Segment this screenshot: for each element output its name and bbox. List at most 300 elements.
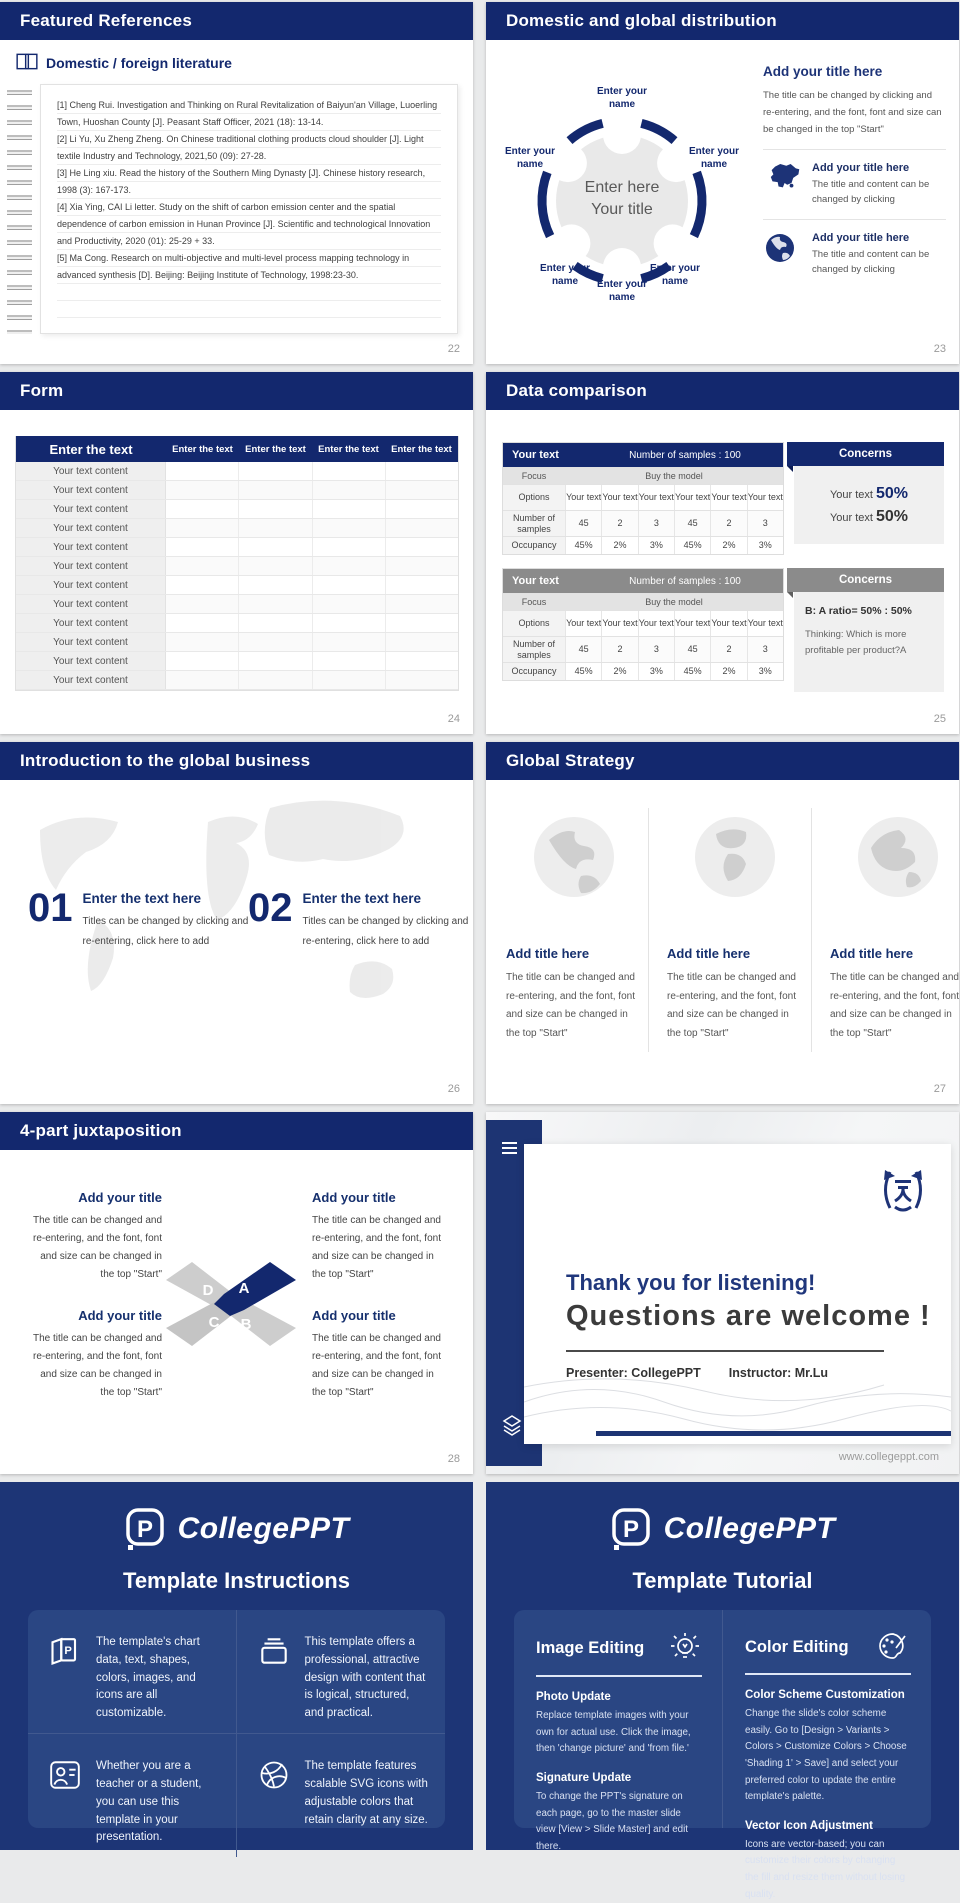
item-title: Add your title here [812,162,910,175]
table-cell [313,519,386,537]
table-header-cell: Enter the text [318,443,379,455]
instructor-label: Instructor: Mr.Lu [728,1366,829,1380]
table-cell [313,595,386,613]
slide-title: Form [20,381,64,400]
slide-title-bar [486,742,959,780]
column-divider [648,808,649,1052]
table-cell: 3% [638,537,674,554]
center-line2: Your title [591,201,653,219]
table-row [503,636,783,662]
hamburger-icon [502,1142,517,1157]
item-text [83,888,251,951]
table-cell: 45% [565,537,601,554]
table-cell [239,576,312,594]
row-label: Options [503,611,565,636]
item-number: 01 [28,886,73,930]
subsection-title: Color Scheme Customization [745,1689,905,1701]
table-cell [386,595,458,613]
table-cell: Your text content [16,462,166,480]
table-cell: Your text [638,485,674,510]
archive-icon [257,1636,291,1671]
instruction-text: Whether you are a teacher or a student, you can use this template in your presentation. [96,1760,202,1844]
slide-title-bar [0,372,473,410]
logo-row [0,1508,473,1550]
instruction-item [237,1734,446,1857]
distribution-text-column [763,64,946,277]
table-header-row [503,569,783,593]
university-emblem-icon [877,1164,929,1216]
table-cell: Your text content [16,557,166,575]
table-cell [166,557,239,575]
table-cell: Your text content [16,671,166,689]
subsection-body: Icons are vector-based; you can customize their colors by changing the fill and resize them without losing quality. [745,1838,906,1900]
item-text [303,888,471,951]
table-cell: Your text [747,485,783,510]
divider [763,149,946,150]
table-cell: Your text content [16,614,166,632]
comparison-table-1 [502,442,784,555]
table-cell [313,671,386,689]
tutorial-section-title: Image Editing [536,1638,645,1657]
table-cell [166,633,239,651]
table-cell [166,614,239,632]
table-cell [166,671,239,689]
instruction-text: The template features scalable SVG icons with adjustable colors that retain clarity at any size. [304,1760,428,1826]
page-number: 26 [447,1083,460,1095]
table-cell: 45% [565,663,601,680]
table-cell [239,557,312,575]
table-row [16,462,458,481]
table-cell: 2 [601,637,637,662]
block-title: Add your title [312,1190,396,1205]
block-body: The title can be changed and re-entering, and the font, font and size can be changed in the top "Start" [312,1333,441,1398]
table-cell: 45 [674,637,710,662]
table-header-cell: Your text [512,449,559,461]
table-cell [239,652,312,670]
layers-icon [501,1414,523,1436]
block-title: Add your title [78,1308,162,1323]
slide-thank-you [486,1112,959,1474]
instruction-text: This template offers a professional, attractive design with content that is logical, structured, and practical. [304,1636,426,1720]
table-row [503,662,783,680]
reference-item: [4] Xia Ying, CAI Li letter. Study on the shift of carbon emission center and the spatial dependence of carbon emission in Hunan Province [J]. Scientific and technological Innovation and Productivity, 2020 (01): 25-29 + 33. [57,202,431,246]
thanks-line2: Questions are welcome ! [566,1300,931,1332]
node-label-lower-left: Enter your name [540,263,591,287]
table-cell: Your text content [16,500,166,518]
thank-you-card [524,1144,951,1444]
table-cell: 2% [710,663,746,680]
table-cell [166,500,239,518]
concern-value: 50% [875,484,909,502]
instruction-item [237,1610,446,1734]
page-number: 27 [933,1083,946,1095]
header-underline [536,1675,702,1677]
table-cell [386,633,458,651]
svg-text:P: P [136,1516,153,1543]
table-row [16,557,458,576]
item-title: Enter the text here [302,891,422,906]
column-divider [811,808,812,1052]
node-label-upper-left: Enter your name [505,146,556,170]
tutorial-columns [514,1610,931,1900]
list-item [763,161,946,207]
column-title: Add your title here [763,64,883,79]
concern-text: Your text [829,511,873,524]
slide-title-bar [0,1112,473,1150]
item-body: Titles can be changed by clicking and re-entering, click here to add [302,916,469,947]
table-cell: 3 [638,637,674,662]
table-cell: Your text [565,611,601,636]
text-block [312,1308,450,1402]
table-cell: 3% [747,537,783,554]
list-item-text [812,231,946,277]
logo-text: CollegePPT [663,1512,836,1545]
instructions-grid [28,1610,445,1844]
table-cell [166,462,239,480]
concerns-box-2 [794,568,944,692]
instruction-text: The template's chart data, text, shapes, colors, images, and icons are all customizable. [96,1636,200,1720]
table-cell: Your text [601,611,637,636]
table-header-cell: Enter the text [245,443,306,455]
concern-text: Your text [829,488,873,501]
bulb-icon [668,1630,702,1666]
subsection-title: Photo Update [536,1691,611,1703]
table-row [16,500,458,519]
table-cell [313,557,386,575]
table-cell: 3 [747,637,783,662]
slide-title-bar [486,372,959,410]
table-cell: 2 [601,511,637,536]
section-heading-label: Domestic / foreign literature [46,55,232,71]
numbered-item [28,888,251,951]
slide-form [0,372,473,734]
item-body: The title and content can be changed by clicking [812,248,930,275]
section-heading [16,53,232,73]
table-cell: 45% [674,663,710,680]
table-header-row [503,443,783,467]
tutorial-column-header [536,1630,702,1666]
table-cell [386,614,458,632]
center-line1: Enter here [584,179,660,196]
table-header-row [16,436,458,462]
strategy-column [667,802,803,1043]
table-cell: 3% [747,663,783,680]
column-body: The title can be changed and re-entering, and the font, font and size can be changed in the top "Start" [506,972,635,1039]
table-cell: 45 [565,511,601,536]
list-item [763,231,946,277]
concerns-box-1 [794,442,944,544]
slide-title: Featured References [20,11,192,30]
ribbon-letter-c: C [208,1314,220,1331]
table-cell [313,538,386,556]
palette-icon [875,1630,911,1664]
presenter-label: Presenter: CollegePPT [566,1366,701,1380]
table-row [16,633,458,652]
column-body: The title can be changed by clicking and re-entering, and the font, font and size can be changed in the top "Start" [763,90,942,136]
table-row [16,576,458,595]
table-cell [386,500,458,518]
list-item-text [812,161,946,207]
item-title: Enter the text here [82,891,202,906]
table-cell: Your text content [16,538,166,556]
table-cell [386,652,458,670]
subsection-body: Replace template images with your own for actual use. Click the image, then 'change picture' and 'from file.' [536,1710,691,1755]
table-cell [166,538,239,556]
table-cell: Your text [674,485,710,510]
numbered-item [248,888,471,951]
divider [763,219,946,220]
table-cell [166,481,239,499]
node-label-top: Enter your name [597,86,648,110]
table-cell [239,500,312,518]
slide-global-business [0,742,473,1104]
table-cell: Your text content [16,595,166,613]
tutorial-section-title: Color Editing [745,1637,849,1656]
table-cell [239,481,312,499]
subsection-body: To change the PPT's signature on each page, go to the master slide view [View > Slide Master] and edit there. [536,1790,689,1852]
tutorial-subsection [745,1820,911,1903]
node-label-bottom: Enter your name [597,279,648,303]
text-block [24,1190,162,1284]
table-cell: Your text [710,485,746,510]
table-row [16,481,458,500]
row-label: Number of samples [503,511,565,536]
table-cell: Your text content [16,652,166,670]
concerns-body [794,592,944,692]
slide-domestic-global-distribution [486,2,959,364]
thinking-text: Thinking: Which is more profitable per product?A [805,629,907,656]
table-cell: Your text content [16,481,166,499]
item-body: The title and content can be changed by clicking [812,179,930,206]
credits-row [566,1366,828,1380]
table-row [503,536,783,554]
collegeppt-logo-icon [124,1508,166,1550]
page-number: 23 [933,343,946,355]
header-underline [745,1673,911,1675]
table-cell [313,481,386,499]
item-title: Add your title here [812,231,910,244]
table-cell: 2% [601,537,637,554]
table-cell: Your text content [16,633,166,651]
divider-rule [566,1350,884,1352]
table-row [16,652,458,671]
table-cell: 3 [747,511,783,536]
page-number: 28 [447,1453,460,1465]
table-cell [386,481,458,499]
ribbon-letter-d: D [202,1282,214,1299]
column-body: The title can be changed and re-entering, and the font, font and size can be changed in the top "Start" [667,972,796,1039]
teacher-card-icon [48,1760,82,1795]
table-row [503,484,783,510]
tutorial-subsection [536,1691,702,1758]
table-cell: 3 [638,511,674,536]
table-cell [166,652,239,670]
table-cell: Your text [638,611,674,636]
tutorial-subsection [536,1772,702,1856]
globe-icon [692,814,778,900]
table-cell: Your text [710,611,746,636]
tutorial-column [722,1610,931,1900]
accent-bar [596,1431,951,1436]
block-body: The title can be changed and re-entering, and the font, font and size can be changed in the top "Start" [33,1333,162,1398]
table-cell [166,595,239,613]
table-cell [239,462,312,480]
ratio-text: B: A ratio= 50% : 50% [805,605,912,617]
text-block [24,1308,162,1402]
literature-card [40,84,458,334]
table-cell [239,595,312,613]
slide-4part-juxtaposition [0,1112,473,1474]
row-label: Occupancy [503,537,565,554]
table-cell: Your text [747,611,783,636]
table-cell: 45 [674,511,710,536]
slide-title-bar [0,742,473,780]
table-cell: Your text content [16,576,166,594]
slide-title-bar [486,2,959,40]
node-label-lower-right: Enter your name [650,263,701,287]
concern-line [830,508,908,526]
table-row [16,538,458,557]
table-cell [313,633,386,651]
table-row [503,593,783,610]
slide-title: Domestic and global distribution [506,11,777,30]
svg-text:P: P [622,1516,639,1543]
slide-data-comparison [486,372,959,734]
table-row [16,671,458,690]
table-cell [313,652,386,670]
table-row [16,614,458,633]
page-number: 24 [447,713,460,725]
table-cell: 2% [710,537,746,554]
logo-row [486,1508,959,1550]
tutorial-column [514,1610,722,1852]
ribbon-letter-a: A [238,1280,250,1297]
globe-icon [855,814,941,900]
form-table [15,436,459,691]
row-label: Occupancy [503,663,565,680]
concerns-header: Concerns [787,442,944,466]
comparison-table-2 [502,568,784,681]
concern-value: 50% [875,507,909,525]
tutorial-subsection [745,1689,911,1806]
slide-featured-references [0,2,473,364]
table-cell: Buy the model [645,596,703,607]
table-cell: 2 [710,511,746,536]
table-cell: 45 [565,637,601,662]
table-row [16,595,458,614]
table-header-cell: Number of samples : 100 [629,449,741,461]
panel-template-tutorial [486,1482,959,1900]
table-cell: Your text [674,611,710,636]
table-header-cell: Enter the text [49,441,133,457]
item-number: 02 [248,886,293,930]
slide-title: 4-part juxtaposition [20,1121,182,1140]
node-label-upper-right: Enter your name [689,146,740,170]
ribbon-x-graphic [158,1254,308,1354]
slide-title-bar [0,2,473,40]
slide-global-strategy [486,742,959,1104]
column-title: Add title here [506,946,590,961]
row-label: Focus [521,470,547,481]
table-cell [386,519,458,537]
table-cell [239,519,312,537]
logo-text: CollegePPT [177,1512,350,1545]
table-row [16,519,458,538]
thanks-line1: Thank you for listening! [566,1270,816,1295]
tutorial-column-header [745,1630,911,1664]
instruction-item [28,1734,237,1857]
table-cell: Your text [601,485,637,510]
block-title: Add your title [312,1308,396,1323]
spiral-binding [7,90,32,334]
panel-template-instructions [0,1482,473,1850]
table-cell: Your text [565,485,601,510]
table-cell: Buy the model [645,470,703,481]
table-row [503,510,783,536]
column-title: Add title here [667,946,751,961]
table-cell: 45% [674,537,710,554]
reference-item: [5] Ma Cong. Research on multi-objective and multi-level process mapping technology in advanced synthesis [D]. Beijing: Beijing Institute of Technology, 1998:23-30. [57,253,410,280]
reference-item: [2] Li Yu, Xu Zheng Zheng. On Chinese traditional clothing products cloud shoulder [J]. Light textile Industry and Technology, 2021,50 (09): 27-28. [57,134,424,161]
panel-heading: Template Instructions [123,1568,350,1593]
diagram-center-text [544,177,700,222]
table-cell [386,671,458,689]
table-header-cell: Number of samples : 100 [629,575,741,587]
table-cell [386,538,458,556]
table-cell [166,519,239,537]
table-cell [386,576,458,594]
table-row [503,467,783,484]
open-book-icon [16,53,38,73]
block-title: Add your title [78,1190,162,1205]
panel-heading: Template Tutorial [632,1568,813,1593]
reference-item: [1] Cheng Rui. Investigation and Thinking on Rural Revitalization of Baiyun'an Village, Luoerling Town, Huoshan County [J]. Peasant Staff Officer, 2021 (18): 13-14. [57,100,438,127]
website-url: www.collegeppt.com [838,1451,939,1463]
china-map-icon [763,161,801,198]
dribbble-icon [257,1760,291,1795]
block-body: The title can be changed and re-entering, and the font, font and size can be changed in the top "Start" [312,1215,441,1280]
chart-book-icon [48,1636,82,1671]
concerns-body [794,466,944,544]
subsection-body: Change the slide's color scheme easily. Go to [Design > Variants > Colors > Customize Colors > Choose 'Shading 1' > Save] and select your preferred color to update the entire template's palette. [745,1708,907,1803]
globe-icon [531,814,617,900]
page-number: 25 [933,713,946,725]
slide-title: Global Strategy [506,751,635,770]
table-cell: 3% [638,663,674,680]
block-body: The title can be changed and re-entering, and the font, font and size can be changed in the top "Start" [33,1215,162,1280]
table-header-cell: Enter the text [391,443,452,455]
svg-text:P: P [64,1645,72,1658]
wave-pattern [524,1352,951,1432]
concerns-header: Concerns [787,568,944,592]
table-cell [313,614,386,632]
strategy-column [506,802,642,1043]
slide-title: Data comparison [506,381,647,400]
text-block [312,1190,450,1284]
ribbon-letter-b: B [240,1316,252,1333]
table-cell [386,462,458,480]
table-cell [239,671,312,689]
table-cell [313,462,386,480]
table-cell [239,633,312,651]
column-body: The title can be changed and re-entering, and the font, font and size can be changed in the top "Start" [830,972,959,1039]
table-cell [313,576,386,594]
globe-icon [763,231,801,270]
table-cell: Your text content [16,519,166,537]
subsection-title: Vector Icon Adjustment [745,1819,874,1832]
collegeppt-logo-icon [610,1508,652,1550]
table-cell [166,576,239,594]
